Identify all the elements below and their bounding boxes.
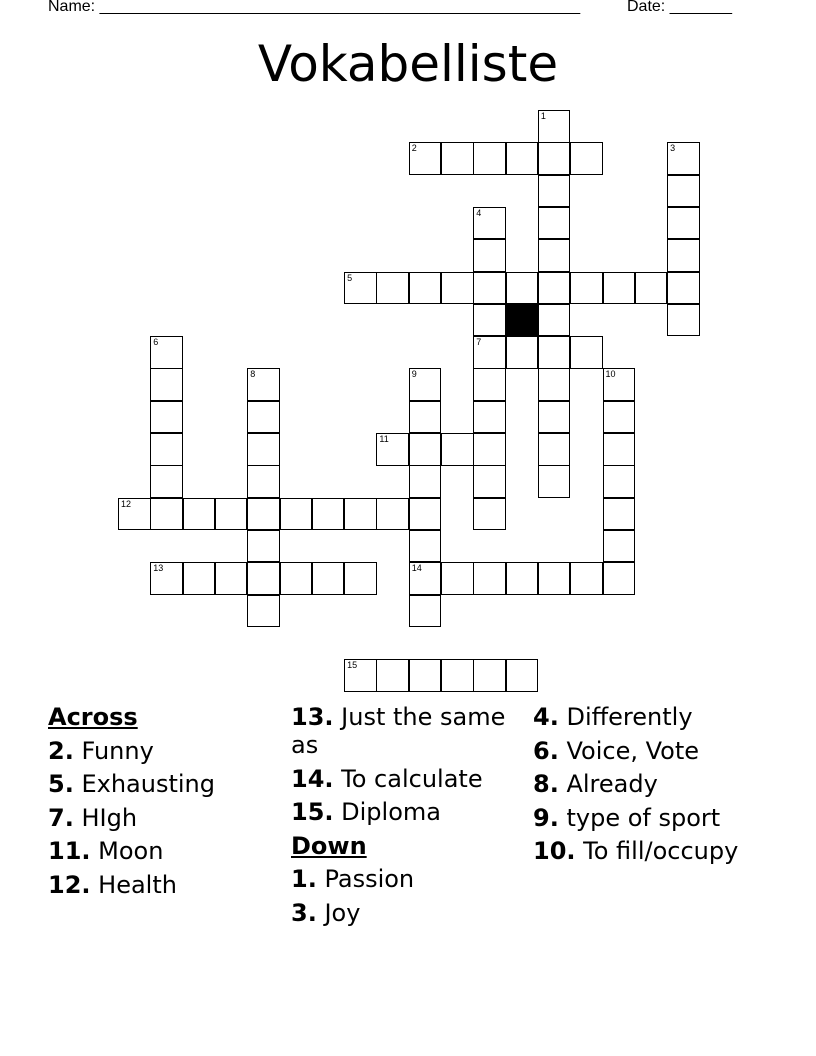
clue-across-11 [48,837,288,865]
crossword-cell[interactable] [603,433,636,466]
crossword-cell[interactable] [183,562,216,595]
crossword-cell[interactable] [506,336,539,369]
crossword-cell[interactable] [667,142,700,175]
clue-text: HIgh [81,803,138,832]
crossword-cell[interactable] [376,659,409,692]
crossword-cell[interactable] [667,304,700,337]
crossword-clue-number: 14 [411,563,422,574]
page-title: Vokabelliste [257,35,559,93]
crossword-cell[interactable] [473,433,506,466]
crossword-cell[interactable] [603,498,636,531]
clue-number: 12. [48,870,91,899]
crossword-cell[interactable] [603,465,636,498]
crossword-cell[interactable] [247,562,280,595]
crossword-clue-number: 5 [347,272,353,283]
crossword-cell[interactable] [280,562,313,595]
crossword-cell[interactable] [409,401,442,434]
crossword-cell[interactable] [473,498,506,531]
clue-down-1 [291,865,526,893]
crossword-cell[interactable] [409,595,442,628]
crossword-cell[interactable] [150,498,183,531]
crossword-cell[interactable] [538,336,571,369]
clue-text: Just the same as [291,703,506,759]
clue-number: 5. [48,770,74,798]
crossword-cell[interactable] [312,498,345,531]
clue-text: Passion [324,865,415,893]
clue-down-6 [533,737,803,765]
crossword-cell[interactable] [344,562,377,595]
clue-text: Moon [98,837,164,865]
clue-down-10 [533,837,803,865]
crossword-cell[interactable] [538,465,571,498]
crossword-cell[interactable] [409,498,442,531]
crossword-clue-number: 1 [540,111,546,121]
crossword-cell[interactable] [409,659,442,692]
clue-across-2 [48,737,288,765]
clue-text: Funny [81,736,154,765]
crossword-cell[interactable] [247,401,280,434]
clue-text: Differently [566,703,693,731]
crossword-cell[interactable] [215,498,248,531]
crossword-cell[interactable] [150,465,183,498]
crossword-cell[interactable] [215,562,248,595]
crossword-cell[interactable] [247,498,280,531]
crossword-cell[interactable] [441,433,474,466]
crossword-cell[interactable] [603,368,636,401]
date-field-label: Date: _______ [627,0,732,15]
clue-text: Joy [324,898,361,927]
crossword-cell[interactable] [409,433,442,466]
crossword-cell[interactable] [150,433,183,466]
clue-text: type of sport [566,803,721,832]
crossword-cell[interactable] [506,562,539,595]
crossword-cell[interactable] [603,401,636,434]
crossword-cell[interactable] [441,142,474,175]
crossword-cell[interactable] [538,401,571,434]
crossword-cell[interactable] [603,562,636,595]
clue-number: 14. [291,764,334,793]
crossword-cell[interactable] [280,498,313,531]
crossword-cell[interactable] [441,659,474,692]
crossword-cell[interactable] [409,562,442,595]
crossword-cell[interactable] [376,272,409,305]
crossword-cell[interactable] [473,272,506,305]
clue-number: 9. [533,803,559,832]
crossword-clue-number: 3 [670,143,676,154]
crossword-cell[interactable] [441,272,474,305]
clue-number: 4. [533,703,559,731]
crossword-cell[interactable] [473,465,506,498]
crossword-clue-number: 8 [250,369,256,380]
clue-number: 7. [48,803,74,832]
crossword-cell[interactable] [538,142,571,175]
clue-text: To calculate [341,764,483,793]
crossword-clue-number: 12 [121,498,132,509]
crossword-clue-number: 4 [476,207,482,218]
clue-number: 2. [48,736,74,765]
crossword-cell[interactable] [667,239,700,272]
crossword-cell[interactable] [570,272,603,305]
crossword-cell[interactable] [570,142,603,175]
crossword-cell[interactable] [183,498,216,531]
crossword-clue-number: 11 [379,434,389,444]
clue-text: To fill/occupy [583,837,739,865]
crossword-cell[interactable] [473,207,506,240]
crossword-cell[interactable] [150,401,183,434]
clue-across-14 [291,765,526,793]
clue-column-1 [48,703,288,904]
clue-column-3 [533,703,803,871]
crossword-cell[interactable] [506,659,539,692]
clue-across-12 [48,871,288,899]
crossword-clue-number: 10 [605,369,616,380]
clue-number: 6. [533,736,559,765]
crossword-clue-number: 6 [153,337,159,348]
clue-column-2 [291,703,526,932]
clue-number: 1. [291,865,317,893]
crossword-cell[interactable] [506,272,539,305]
crossword-cell[interactable] [538,207,571,240]
crossword-cell[interactable] [603,272,636,305]
clue-down-9 [533,804,803,832]
crossword-cell[interactable] [409,465,442,498]
crossword-cell[interactable] [538,110,571,143]
crossword-cell[interactable] [247,368,280,401]
crossword-cell[interactable] [473,401,506,434]
crossword-cell[interactable] [473,659,506,692]
crossword-cell[interactable] [344,659,377,692]
crossword-clue-number: 2 [411,143,417,154]
clue-down-4 [533,703,803,731]
crossword-cell[interactable] [538,368,571,401]
crossword-cell[interactable] [376,498,409,531]
crossword-cell[interactable] [538,562,571,595]
crossword-cell[interactable] [538,304,571,337]
crossword-cell[interactable] [409,368,442,401]
crossword-cell[interactable] [473,239,506,272]
crossword-cell[interactable] [409,272,442,305]
crossword-cell[interactable] [473,336,506,369]
clue-text: Exhausting [81,770,215,798]
crossword-cell[interactable] [150,562,183,595]
crossword-cell[interactable] [667,175,700,208]
crossword-cell[interactable] [473,368,506,401]
crossword-cell[interactable] [570,336,603,369]
clue-number: 8. [533,770,559,798]
crossword-cell[interactable] [506,142,539,175]
crossword-cell[interactable] [409,142,442,175]
crossword-cell[interactable] [667,272,700,305]
crossword-cell[interactable] [247,530,280,563]
clue-text: Diploma [341,798,441,826]
crossword-cell[interactable] [473,142,506,175]
crossword-cell[interactable] [603,530,636,563]
crossword-cell[interactable] [344,498,377,531]
crossword-cell[interactable] [473,304,506,337]
crossword-cell[interactable] [473,562,506,595]
crossword-cell[interactable] [538,433,571,466]
crossword-cell[interactable] [344,272,377,305]
clue-number: 10. [533,837,576,865]
crossword-cell[interactable] [570,562,603,595]
clue-text: Already [566,770,658,798]
crossword-cell[interactable] [538,272,571,305]
crossword-clue-number: 9 [411,369,417,380]
clue-number: 3. [291,898,317,927]
crossword-cell[interactable] [538,175,571,208]
crossword-cell[interactable] [247,465,280,498]
clue-text: Health [98,870,177,899]
clue-text: Voice, Vote [566,736,700,765]
crossword-cell[interactable] [150,336,183,369]
crossword-cell[interactable] [409,530,442,563]
crossword-cell[interactable] [312,562,345,595]
crossword-cell[interactable] [376,433,409,466]
across-heading: Across [48,703,138,731]
clue-across-7 [48,804,288,832]
clue-across-15 [291,798,526,826]
crossword-cell[interactable] [635,272,668,305]
clue-across-5 [48,770,288,798]
crossword-cell[interactable] [441,562,474,595]
crossword-clue-number: 7 [476,337,482,348]
crossword-cell[interactable] [247,595,280,628]
crossword-black-cell [506,304,539,337]
name-field-label: Name: ______________________________________________________ [48,0,581,15]
clue-number: 13. [291,703,334,731]
crossword-cell[interactable] [118,498,151,531]
clue-number: 15. [291,798,334,826]
clue-down-8 [533,770,803,798]
clue-number: 11. [48,837,91,865]
crossword-cell[interactable] [667,207,700,240]
crossword-cell[interactable] [538,239,571,272]
crossword-clue-number: 15 [347,660,358,671]
down-heading: Down [291,831,367,860]
crossword-cell[interactable] [247,433,280,466]
clue-down-3 [291,899,526,927]
clue-across-13 [291,703,526,759]
crossword-cell[interactable] [150,368,183,401]
crossword-clue-number: 13 [153,563,164,574]
